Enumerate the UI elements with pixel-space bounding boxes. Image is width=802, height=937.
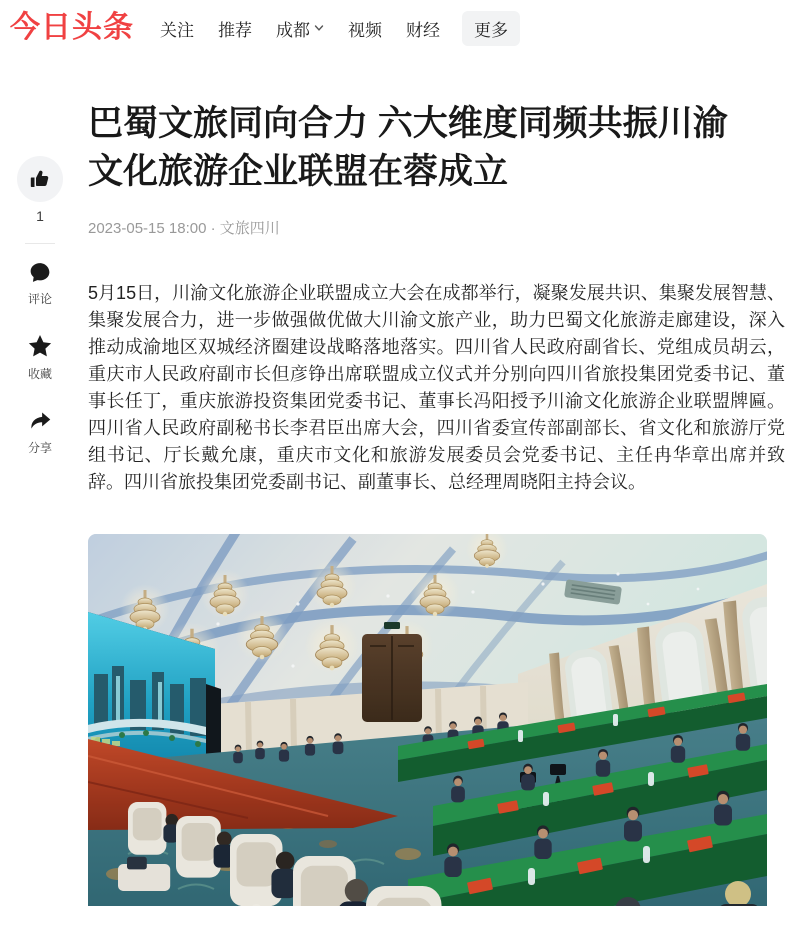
article <box>88 56 785 906</box>
share-label: 分享 <box>27 441 52 455</box>
nav-item-recommend[interactable]: 推荐 <box>218 20 252 40</box>
nav-item-more[interactable]: 更多 <box>462 11 520 46</box>
article-body: 5月15日，川渝文化旅游企业联盟成立大会在成都举行，凝聚发展共识、集聚发展智慧、集聚发展合力，进一步做强做优做大川渝文旅产业，助力巴蜀文化旅游走廊建设，深入推动成渝地区双城经济圈建设战略落地落实。四川省人民政府副省长、党组成员胡云，重庆市人民政府副市长但彦铮出席联盟成立仪式并分别向四川省旅投集团党委书记、董事长任丁，重庆旅游投资集团党委书记、董事长冯阳授予川渝文化旅游企业联盟牌匾。四川省人民政府副秘书长李君臣出席大会，四川省委宣传部副部长、省文化和旅游厅党组书记、厅长戴允康，重庆市文化和旅游发展委员会党委书记、主任冉华章出席并致辞。四川省旅投集团党委副书记、副董事长、总经理周晓阳主持会议。 <box>88 282 785 492</box>
nav-item-finance[interactable]: 财经 <box>406 20 440 40</box>
favorite-button[interactable] <box>26 333 54 382</box>
article-meta: 2023-05-15 18:00 · 文旅四川 <box>88 219 280 237</box>
rail-divider <box>25 243 55 244</box>
nav-item-follow[interactable]: 关注 <box>160 20 194 40</box>
toutiao-logo[interactable]: 今日头条 <box>10 11 134 44</box>
thumbs-up-icon <box>28 167 52 191</box>
share-icon <box>27 408 54 434</box>
main-nav <box>148 11 524 46</box>
star-icon <box>26 333 54 360</box>
favorite-label: 收藏 <box>27 367 52 381</box>
article-title: 巴蜀文旅同向合力 六大维度同频共振川渝文化旅游企业联盟在蓉成立 <box>88 104 728 192</box>
comment-icon <box>27 260 53 285</box>
comment-button[interactable] <box>27 260 53 307</box>
chevron-down-icon <box>314 23 324 33</box>
comment-label: 评论 <box>27 292 52 306</box>
conference-hall-illustration <box>88 534 767 906</box>
nav-item-chengdu[interactable]: 成都 <box>268 11 332 46</box>
article-image <box>88 534 767 906</box>
like-button[interactable] <box>17 156 63 202</box>
like-count: 1 <box>36 208 44 224</box>
nav-item-video[interactable]: 视频 <box>348 20 382 40</box>
action-rail <box>15 156 65 482</box>
top-nav-bar <box>0 0 802 56</box>
share-button[interactable] <box>27 408 54 456</box>
